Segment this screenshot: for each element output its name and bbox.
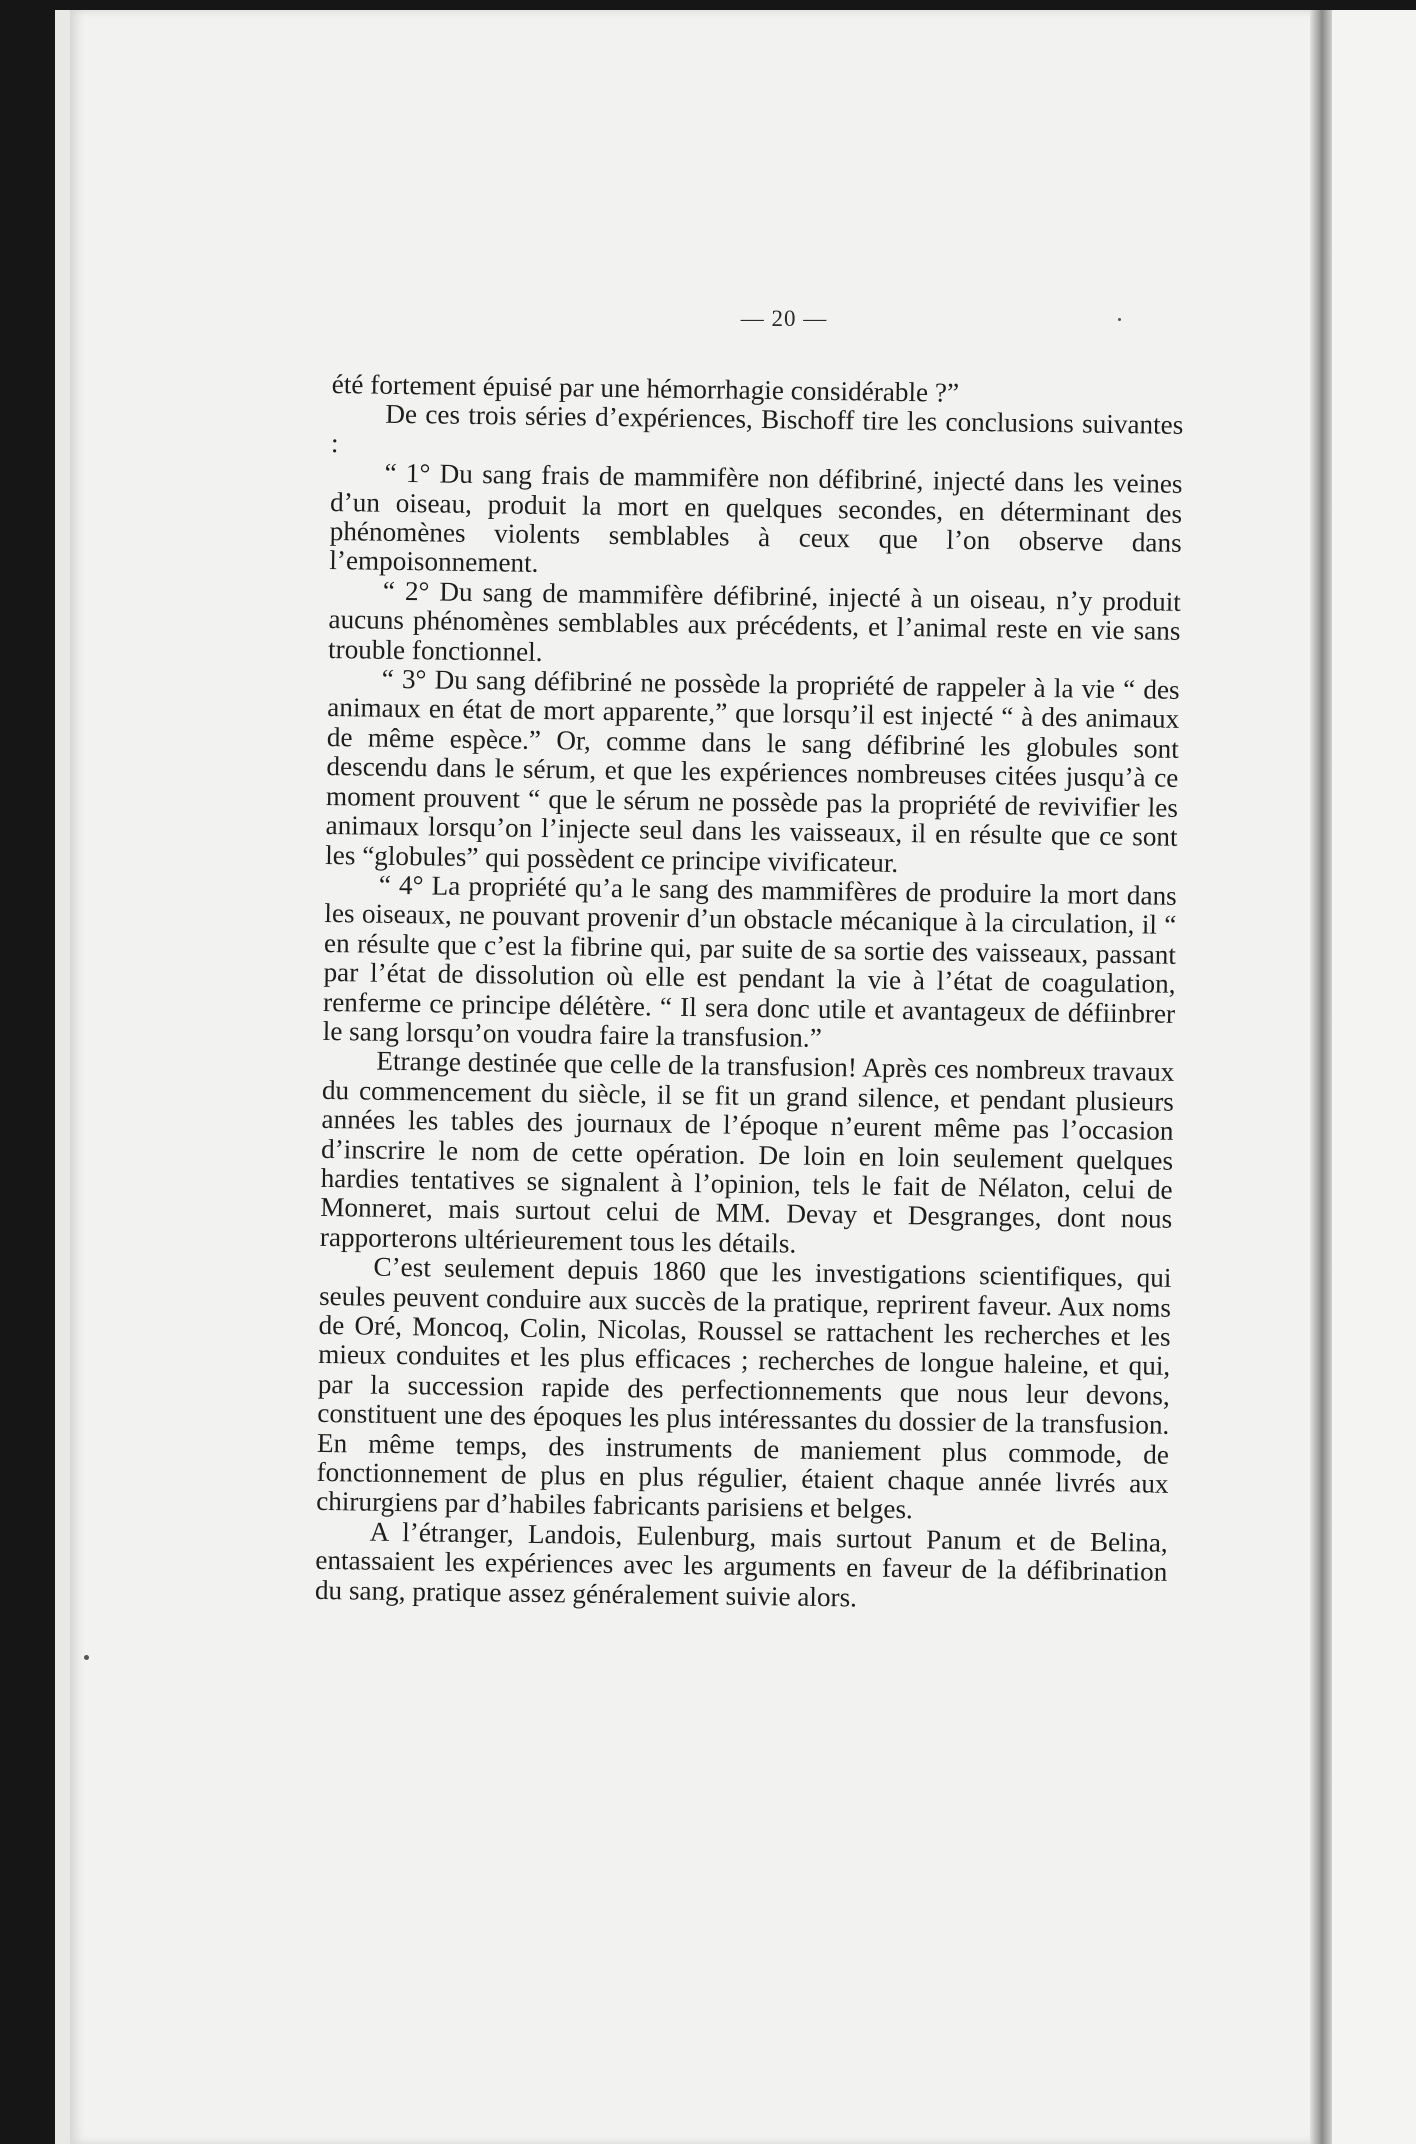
scan-speck xyxy=(1118,318,1121,321)
paragraph-conclusion-3: “ 3° Du sang défibriné ne possède la propriété de rappeler à la vie “ des animaux en état de mort apparente,” que lorsqu’il est injecté “ à des animaux de même espèce.” Or, comme dans le sang défibriné les globules sont descendu dans le sérum, et que les expériences nombreuses citées jusqu’à ce moment prouvent “ que le sérum ne possède pas la propriété de revivifier les animaux lorsqu’on l’injecte seul dans les vaisseaux, il en résulte que ce sont les “globules” qui possèdent ce principe vivificateur. xyxy=(325,663,1180,878)
paragraph-etrange-destinee: Etrange destinée que celle de la transfusion! Après ces nombreux travaux du commencement du siècle, il se fit un grand silence, et pendant plusieurs années les tables des journaux de l’époque n’eurent même pas l’occasion d’inscrire le nom de cette opération. De loin en loin seulement quelques hardies tentatives se signalent à l’opinion, tels le fait de Nélaton, celui de Monneret, mais surtout celui de MM. Devay et Desgranges, dont nous rapporterons ultérieurement tous les détails. xyxy=(319,1046,1175,1259)
paragraph-continuation: été fortement épuisé par une hémorrhagie considérable ?” xyxy=(331,369,960,408)
paragraph-etranger: A l’étranger, Landois, Eulenburg, mais surtout Panum et de Belina, entassaient les expériences avec les arguments en faveur de la défibrination du sang, pratique assez généralement suivie alors. xyxy=(314,1516,1168,1613)
paragraph-depuis-1860: C’est seulement depuis 1860 que les investigations scientifiques, qui seules peuvent conduire aux succès de la pratique, reprirent faveur. Aux noms de Oré, Moncoq, Colin, Nicolas, Roussel se rattachent les recherches et les mieux conduites et les plus efficaces ; recherches de longue haleine, et qui, par la succession rapide des perfectionnements que nous leur devons, constituent une des époques les plus intéressantes du dossier de la transfusion. En même temps, des instruments de maniement plus commode, de fonctionnement de plus en plus régulier, étaient chaque année livrés aux chirurgiens par d’habiles fabricants parisiens et belges. xyxy=(315,1251,1172,1525)
paragraph-bischoff-intro: De ces trois séries d’expériences, Bischoff tire les conclusions suivantes : xyxy=(330,399,1184,458)
scan-speck xyxy=(84,1655,89,1660)
paragraph-conclusion-1: “ 1° Du sang frais de mammifère non défibriné, injecté dans les veines d’un oiseau, produit la mort en quelques secondes, en déterminant des phénomènes violents semblables à ceux que l’on observe dans l’empoisonnement. xyxy=(329,457,1183,579)
body-text xyxy=(315,370,1184,1617)
paragraph-conclusion-2: “ 2° Du sang de mammifère défibriné, injecté à un oiseau, n’y produit aucuns phénomènes semblables aux précédents, et l’animal reste en vie sans trouble fonctionnel. xyxy=(327,575,1182,667)
page-number-label: — 20 — xyxy=(740,306,828,331)
paragraph-conclusion-4: “ 4° La propriété qu’a le sang des mammifères de produire la mort dans les oiseaux, ne pouvant provenir d’un obstacle mécanique à la circulation, il “ en résulte que c’est la fibrine qui, par suite de sa sortie des vaisseaux, passant par l’état de dissolution où elle est pendant la vie à l’état de coagulation, renferme ce principe délétère. “ Il sera donc utile et avantageux de défiinbrer le sang lorsqu’on voudra faire la transfusion.” xyxy=(322,869,1177,1053)
page-number xyxy=(0,306,1416,332)
